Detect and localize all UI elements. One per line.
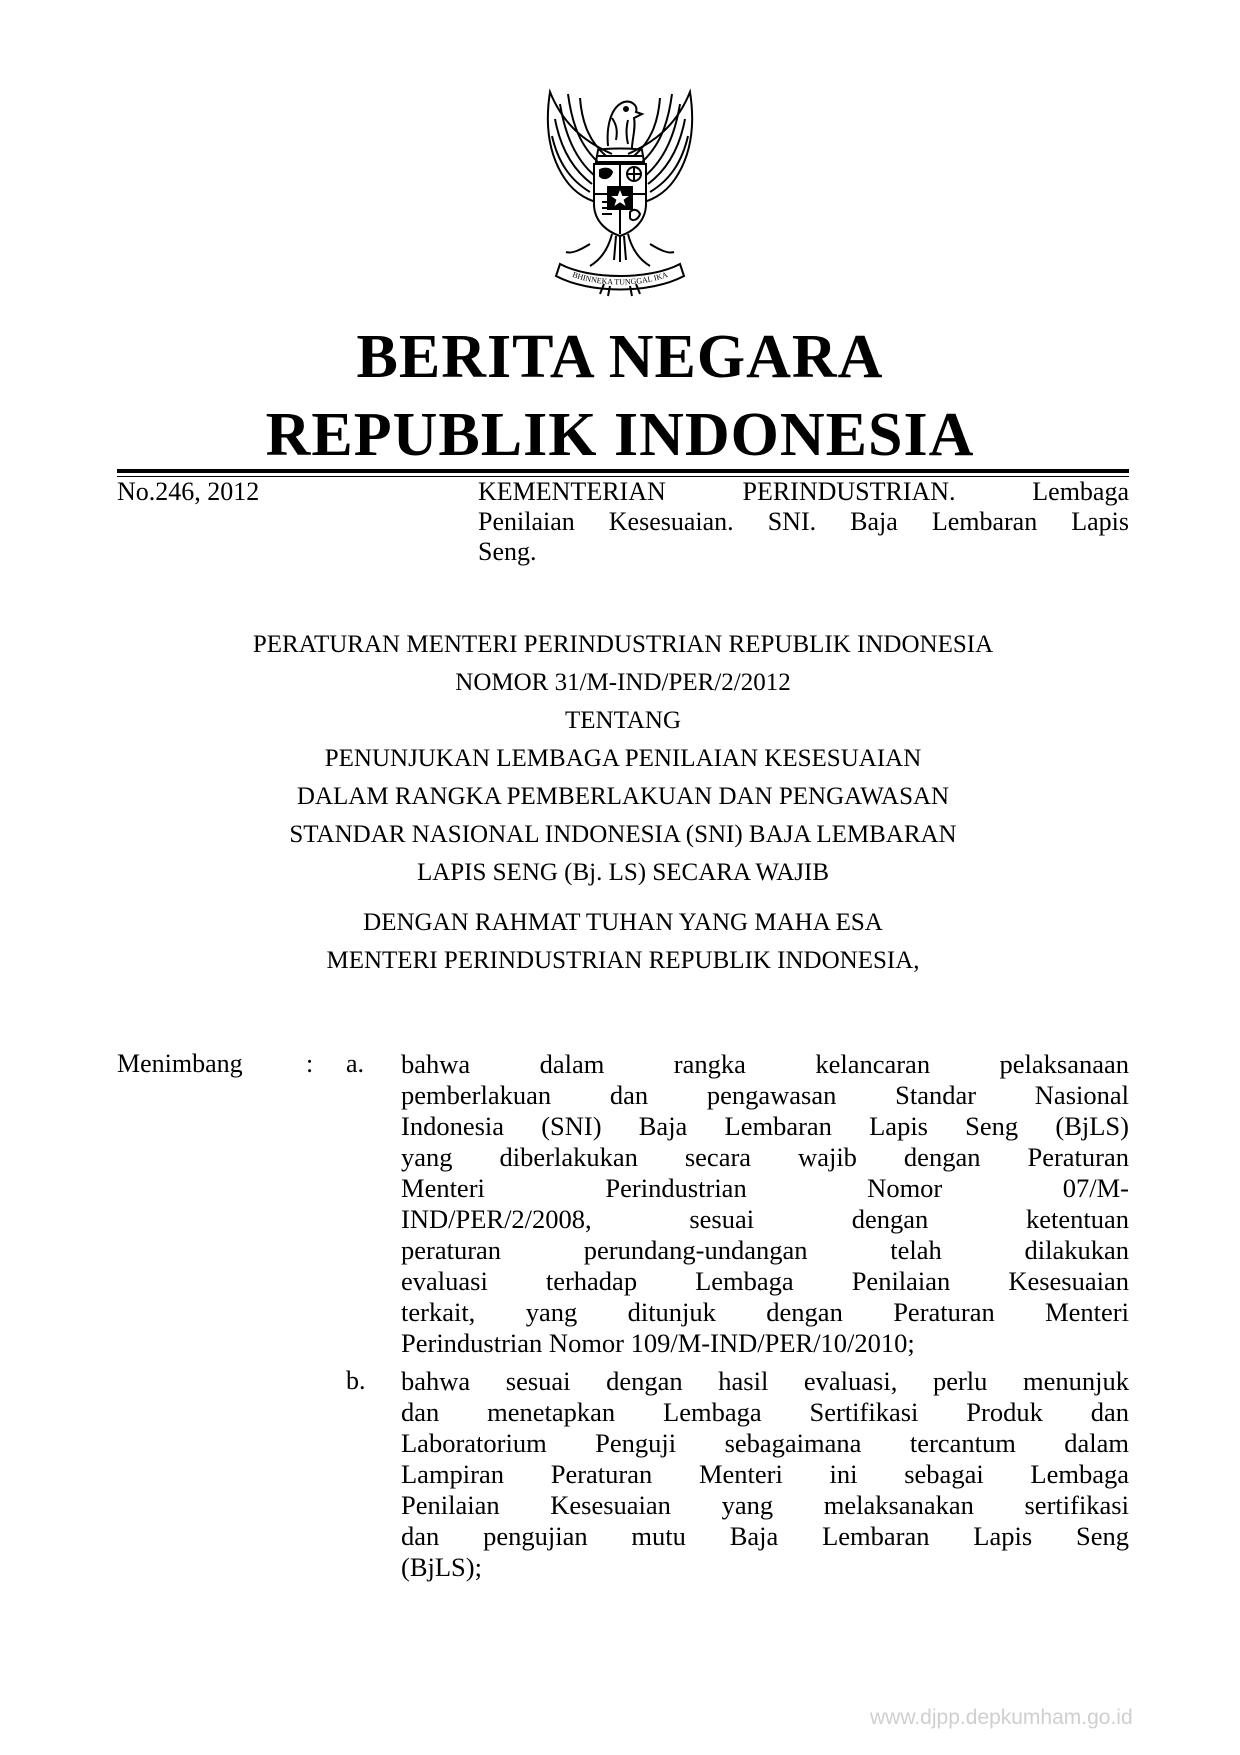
consideration-line: pemberlakuan dan pengawasan Standar Nasional [401,1080,1129,1110]
consideration-line: Laboratorium Penguji sebagaimana tercantum dalam [401,1428,1129,1458]
consideration-line: dan pengujian mutu Baja Lembaran Lapis Seng [401,1521,1129,1551]
consideration-line: Menteri Perindustrian Nomor 07/M- [401,1173,1129,1203]
consideration-line: dan menetapkan Lembaga Sertifikasi Produk dan [401,1397,1129,1427]
watermark: www.djpp.depkumham.go.id [870,1706,1133,1729]
consideration-letter: b. [346,1366,366,1395]
issue-summary [478,477,1129,567]
consideration-item-a [401,1049,1129,1359]
regulation-subject-line: LAPIS SENG (Bj. LS) SECARA WAJIB [416,859,830,886]
regulation-invocation: DENGAN RAHMAT TUHAN YANG MAHA ESA [363,909,883,936]
regulation-title-block [117,626,1129,980]
consideration-item-b [401,1366,1129,1583]
regulation-issuer: MENTERI PERINDUSTRIAN REPUBLIK INDONESIA, [326,947,920,974]
regulation-number: NOMOR 31/M-IND/PER/2/2012 [455,669,791,696]
header-divider-thick [117,469,1129,473]
issue-number: No.246, 2012 [117,477,260,506]
consideration-letter: a. [346,1049,365,1078]
masthead-subtitle: REPUBLIK INDONESIA [265,401,975,469]
considerations-colon: : [306,1049,314,1078]
consideration-line: Indonesia (SNI) Baja Lembaran Lapis Seng (BjLS) [401,1111,1129,1141]
consideration-line: terkait, yang ditunjuk dengan Peraturan Menteri [401,1297,1129,1327]
regulation-heading: PERATURAN MENTERI PERINDUSTRIAN REPUBLIK INDONESIA [252,631,994,658]
regulation-about: TENTANG [564,707,682,734]
consideration-line: evaluasi terhadap Lembaga Penilaian Kesesuaian [401,1266,1129,1296]
garuda-emblem-icon [520,84,720,298]
consideration-line: peraturan perundang-undangan telah dilakukan [401,1235,1129,1265]
issue-summary-line: Penilaian Kesesuaian. SNI. Baja Lembaran Lapis [478,507,1129,536]
issue-summary-line: Seng. [478,537,537,566]
consideration-line: yang diberlakukan secara wajib dengan Peraturan [401,1142,1129,1172]
regulation-subject-line: STANDAR NASIONAL INDONESIA (SNI) BAJA LEMBARAN [289,821,957,848]
masthead-title: BERITA NEGARA [356,323,884,391]
consideration-line: Perindustrian Nomor 109/M-IND/PER/10/2010; [401,1328,915,1358]
emblem-motto: BHINNEKA TUNGGAL IKA [571,270,669,287]
consideration-line: bahwa sesuai dengan hasil evaluasi, perlu menunjuk [401,1366,1129,1396]
consideration-line: bahwa dalam rangka kelancaran pelaksanaan [401,1049,1129,1079]
considerations-label: Menimbang [117,1049,243,1078]
consideration-line: (BjLS); [401,1552,482,1582]
consideration-line: Lampiran Peraturan Menteri ini sebagai Lembaga [401,1459,1129,1489]
issue-summary-line: KEMENTERIAN PERINDUSTRIAN. Lembaga [478,477,1129,506]
consideration-line: IND/PER/2/2008, sesuai dengan ketentuan [401,1204,1129,1234]
regulation-subject-line: DALAM RANGKA PEMBERLAKUAN DAN PENGAWASAN [296,783,950,810]
consideration-line: Penilaian Kesesuaian yang melaksanakan sertifikasi [401,1490,1129,1520]
regulation-subject-line: PENUNJUKAN LEMBAGA PENILAIAN KESESUAIAN [324,745,922,772]
